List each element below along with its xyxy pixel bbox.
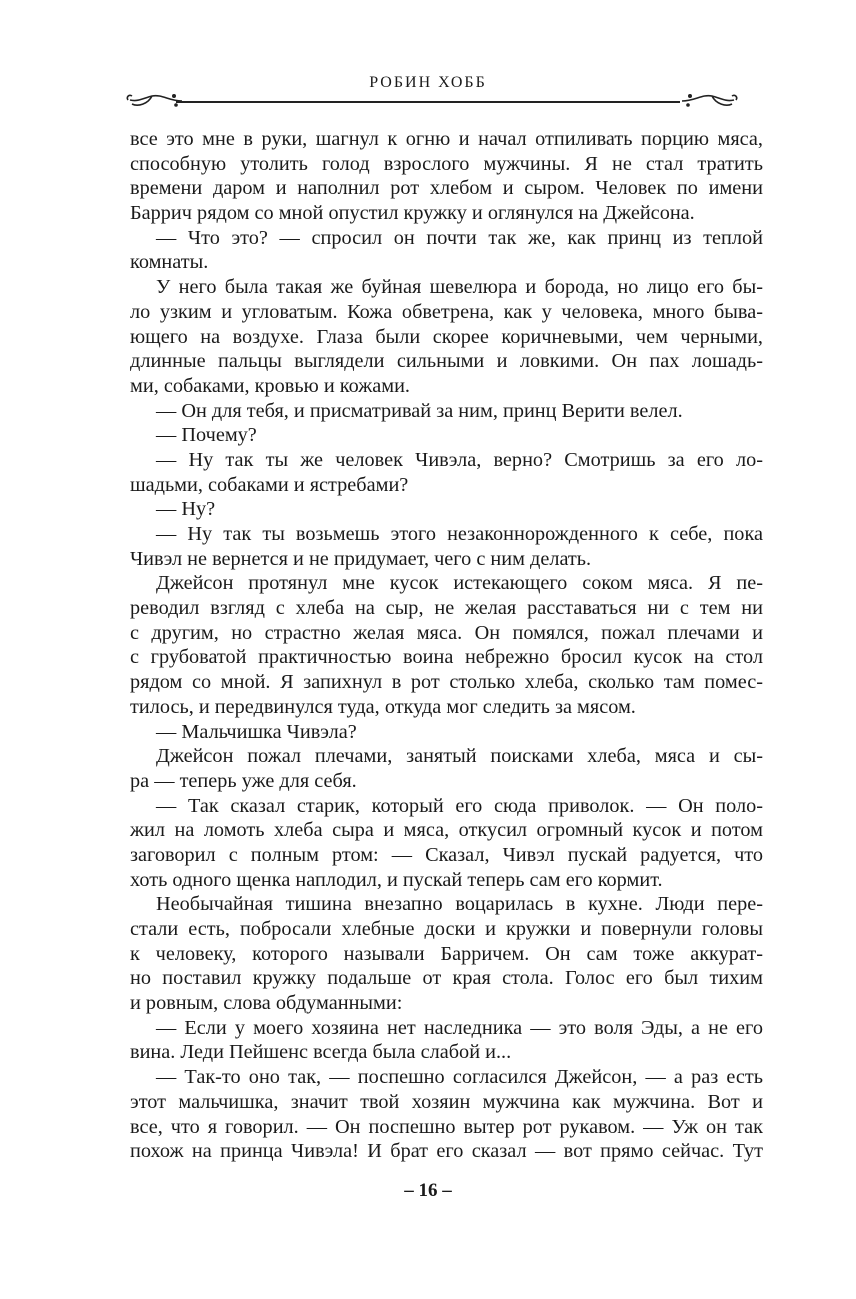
ornament-left-icon [124,88,184,114]
text-line: шадьми, собаками и ястребами? [130,473,409,496]
text-line: ра — теперь уже для себя. [130,769,357,792]
text-line: тилось, и передвинулся туда, откуда мог следить за мясом. [130,695,636,718]
text-line: Джейсон протянул мне кусок истекающего соком мяса. Я пе- [156,572,763,595]
text-line: ми, собаками, кровью и кожами. [130,374,411,397]
running-header: РОБИН ХОББ [369,74,487,91]
text-line: вина. Леди Пейшенс всегда была слабой и... [130,1041,512,1064]
text-line: — Что это? — спросил он почти так же, как принц из теплой [156,226,763,249]
text-line: — Ну так ты же человек Чивэла, верно? Смотришь за его ло- [156,448,763,471]
text-line: рядом со мной. Я запихнул в рот столько хлеба, сколько там помес- [130,671,763,694]
text-line: времени даром и наполнил рот хлебом и сыром. Человек по имени [130,177,763,200]
text-line: заговорил с полным ртом: — Сказал, Чивэл пускай радуется, что [130,843,763,866]
text-line: длинные пальцы выглядели сильными и ловкими. Он пах лошадь- [130,350,763,373]
text-line: — Если у моего хозяина нет наследника — это воля Эды, а не его [156,1016,763,1039]
text-line: ло узким и угловатым. Кожа обветрена, как у человека, много быва- [130,300,763,323]
text-line: Необычайная тишина внезапно воцарилась в кухне. Люди пере- [156,893,763,916]
text-line: похож на принца Чивэла! И брат его сказал — вот прямо сейчас. Тут [130,1140,763,1163]
page-number: – 16 – [404,1180,452,1201]
text-line: — Так-то оно так, — поспешно согласился Джейсон, — а раз есть [156,1066,763,1089]
text-line: но поставил кружку подальше от края стола. Голос его был тихим [130,967,763,990]
text-line: и ровным, слова обдуманными: [130,992,403,1015]
text-line: Чивэл не вернется и не придумает, чего с ним делать. [130,547,592,570]
text-line: способную утолить голод взрослого мужчины. Я не стал тратить [130,152,763,175]
text-line: У него была такая же буйная шевелюра и борода, но лицо его бы- [156,276,763,299]
text-line: — Он для тебя, и присматривай за ним, принц Верити велел. [156,399,683,422]
header-rule [176,101,680,103]
text-line: все, что я говорил. — Он поспешно вытер рот рукавом. — Уж он так [130,1115,763,1138]
text-line: Джейсон пожал плечами, занятый поисками хлеба, мяса и сы- [156,745,763,768]
text-line: с другим, но страстно желая мяса. Он помялся, пожал плечами и [130,621,763,644]
text-line: с грубоватой практичностью воина небрежно бросил кусок на стол [130,646,763,669]
ornament-right-icon [680,88,740,114]
text-line: — Ну так ты возьмешь этого незаконнорожденного к себе, пока [156,523,763,545]
text-line: все это мне в руки, шагнул к огню и начал отпиливать порцию мяса, [130,128,763,150]
text-line: — Так сказал старик, который его сюда приволок. — Он поло- [156,794,763,817]
text-line: — Мальчишка Чивэла? [156,720,357,743]
text-line: — Почему? [156,424,257,447]
text-line: к человеку, которого называли Барричем. Он сам тоже аккурат- [130,942,763,965]
text-line: стали есть, побросали хлебные доски и кружки и повернули головы [130,918,763,940]
text-line: — Ну? [156,498,216,521]
text-line: хоть одного щенка наплодил, и пускай теперь сам его кормит. [130,868,663,891]
body-text [130,127,763,1164]
text-line: этот мальчишка, значит твой хозяин мужчина как мужчина. Вот и [130,1090,763,1113]
text-line: реводил взгляд с хлеба на сыр, не желая расставаться ни с тем ни [130,597,763,620]
text-line: ющего на воздухе. Глаза были скорее коричневыми, чем черными, [130,325,763,348]
text-line: комнаты. [130,251,209,274]
text-line: Баррич рядом со мной опустил кружку и оглянулся на Джейсона. [130,202,695,225]
text-line: жил на ломоть хлеба сыра и мяса, откусил огромный кусок и потом [130,819,763,842]
